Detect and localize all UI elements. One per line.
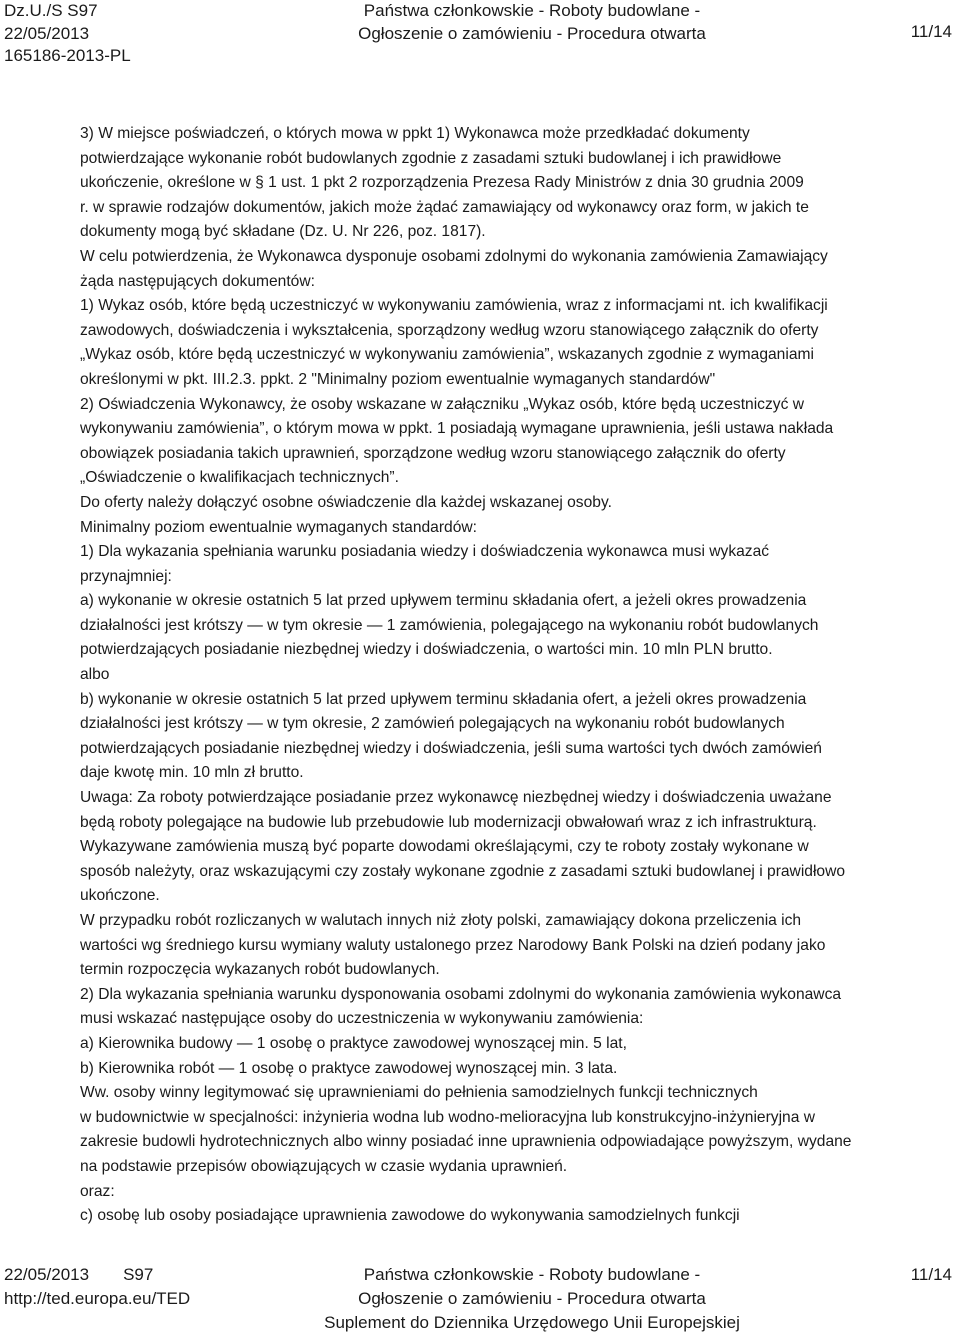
body-text-line: będą roboty polegające na budowie lub przebudowie lub modernizacji obwałowań wraz z ich infrastrukturą.	[80, 813, 817, 831]
body-text-line: na podstawie przepisów obowiązujących w czasie wydania uprawnień.	[80, 1157, 568, 1175]
body-text-line: a) Kierownika budowy — 1 osobę o praktyce zawodowej wynoszącej min. 5 lat,	[80, 1034, 627, 1052]
body-text-line: Do oferty należy dołączyć osobne oświadczenie dla każdej wskazanej osoby.	[80, 493, 612, 511]
footer-date: 22/05/2013	[4, 1265, 90, 1284]
body-text-line: potwierdzające wykonanie robót budowlanych zgodnie z zasadami sztuki budowlanej i ich prawidłowe	[80, 149, 782, 167]
footer-page-number: 11/14	[910, 1265, 952, 1284]
body-text-line: W celu potwierdzenia, że Wykonawca dysponuje osobami zdolnymi do wykonania zamówienia Zamawiający	[80, 247, 828, 265]
body-text-line: b) wykonanie w okresie ostatnich 5 lat przed upływem terminu składania ofert, a jeżeli okres prowadzenia	[80, 690, 807, 708]
body-text-line: działalności jest krótszy — w tym okresie — 1 zamówienia, polegającego na wykonaniu robót budowlanych	[80, 616, 819, 634]
footer-series: S97	[123, 1265, 154, 1284]
header-center	[352, 0, 712, 45]
body-text-line: „Wykaz osób, które będą uczestniczyć w wykonywaniu zamówienia”, wskazanych zgodnie z wymaganiami	[80, 346, 814, 364]
header-date: 22/05/2013	[4, 23, 90, 43]
body-text-line: termin rozpoczęcia wykazanych robót budowlanych.	[80, 961, 440, 979]
body-text-line: wartości wg średniego kursu wymiany waluty ustalonego przez Narodowy Bank Polski na dzień podany jako	[80, 936, 826, 954]
body-text-line: Minimalny poziom ewentualnie wymaganych standardów:	[80, 518, 477, 536]
body-text-line: a) wykonanie w okresie ostatnich 5 lat przed upływem terminu składania ofert, a jeżeli okres prowadzenia	[80, 592, 807, 610]
body-text-line: 2) Dla wykazania spełniania warunku dysponowania osobami zdolnymi do wykonania zamówienia wykonawca	[80, 985, 842, 1003]
footer-left	[4, 1263, 190, 1311]
body-text-line: obowiązek posiadania takich uprawnień, sporządzone według wzoru stanowiącego załącznik do oferty	[80, 444, 786, 462]
body-text-line: dokumenty mogą być składane (Dz. U. Nr 226, poz. 1817).	[80, 223, 486, 241]
body-text-line: daje kwotę min. 10 mln zł brutto.	[80, 764, 304, 782]
body-text-line: W przypadku robót rozliczanych w walutach innych niż złoty polski, zamawiający dokona przeliczenia ich	[80, 912, 802, 929]
footer-url: http://ted.europa.eu/TED	[4, 1289, 191, 1308]
body-text-line: wykonywaniu zamówienia”, o którym mowa w ppkt. 1 posiadają wymagane uprawnienia, jeśli ustawa nakłada	[80, 420, 834, 438]
footer-center	[312, 1263, 752, 1335]
body-text-line: Ww. osoby winny legitymować się uprawnieniami do pełnienia samodzielnych funkcji technicznych	[80, 1084, 758, 1102]
journal-reference: Dz.U./S S97	[4, 1, 98, 20]
body-text-line: b) Kierownika robót — 1 osobę o praktyce zawodowej wynoszącej min. 3 lata.	[80, 1059, 618, 1077]
body-text-line: 2) Oświadczenia Wykonawcy, że osoby wskazane w załączniku „Wykaz osób, które będą uczestniczyć w	[80, 395, 804, 413]
document-body	[80, 122, 950, 1229]
body-text-line: sposób należyty, oraz wskazującymi czy zostały wykonane zgodnie z zasadami sztuki budowlanej i prawidłowo	[80, 862, 846, 880]
body-text-line: potwierdzających posiadanie niezbędnej wiedzy i doświadczenia, jeśli suma wartości tych dwóch zamówień	[80, 739, 822, 757]
body-text-line: w budownictwie w specjalności: inżynieria wodna lub wodno-melioracyjna lub konstrukcyjno-inżynieryjna w	[80, 1108, 815, 1126]
body-text-line: c) osobę lub osoby posiadające uprawnienia zawodowe do wykonywania samodzielnych funkcji	[80, 1207, 740, 1225]
body-text-line: 3) W miejsce poświadczeń, o których mowa w ppkt 1) Wykonawca może przedkładać dokumenty	[80, 125, 750, 142]
header-page-number: 11/14	[910, 22, 952, 41]
footer-title-line2: Ogłoszenie o zamówieniu - Procedura otwarta	[358, 1289, 706, 1308]
body-text-line: przynajmniej:	[80, 567, 172, 585]
body-text-line: Wykazywane zamówienia muszą być poparte dowodami określającymi, czy te roboty zostały wykonane w	[80, 838, 809, 856]
body-text-line: żąda następujących dokumentów:	[80, 272, 315, 290]
body-text-line: albo	[80, 666, 110, 684]
body-text-line: oraz:	[80, 1182, 115, 1200]
body-text-line: potwierdzających posiadanie niezbędnej wiedzy i doświadczenia, o wartości min. 10 mln PLN brutto.	[80, 641, 773, 659]
page-header	[0, 0, 960, 65]
body-text-line: działalności jest krótszy — w tym okresie, 2 zamówień polegających na wykonaniu robót budowlanych	[80, 715, 785, 733]
body-text-line: ukończone.	[80, 887, 160, 905]
header-left	[4, 0, 131, 68]
footer-title-line1: Państwa członkowskie - Roboty budowlane -	[363, 1265, 701, 1284]
notice-number: 165186-2013-PL	[4, 46, 131, 65]
body-text-line: Uwaga: Za roboty potwierdzające posiadanie przez wykonawcę niezbędnej wiedzy i doświadczenia uważane	[80, 789, 832, 807]
header-title-line1: Państwa członkowskie - Roboty budowlane -	[363, 1, 701, 20]
body-text-line: zawodowych, doświadczenia i wykształcenia, sporządzony według wzoru stanowiącego załącznik do oferty	[80, 321, 819, 339]
body-text-line: „Oświadczenie o kwalifikacjach technicznych”.	[80, 469, 399, 487]
footer-title-line3: Suplement do Dziennika Urzędowego Unii Europejskiej	[324, 1313, 740, 1332]
body-text-line: zakresie budowli hydrotechnicznych albo winny posiadać inne uprawnienia odpowiadające powyższym, wydane	[80, 1133, 852, 1151]
body-text-line: określonymi w pkt. III.2.3. ppkt. 2 "Minimalny poziom ewentualnie wymaganych standardów"	[80, 370, 716, 388]
body-text-line: ukończenie, określone w § 1 ust. 1 pkt 2 rozporządzenia Prezesa Rady Ministrów z dnia 30 grudnia 2009	[80, 174, 804, 192]
header-title-line2: Ogłoszenie o zamówieniu - Procedura otwarta	[358, 23, 706, 43]
body-text-line: 1) Wykaz osób, które będą uczestniczyć w wykonywaniu zamówienia, wraz z informacjami nt. ich kwalifikacji	[80, 297, 828, 315]
body-text-line: 1) Dla wykazania spełniania warunku posiadania wiedzy i doświadczenia wykonawca musi wykazać	[80, 543, 770, 561]
body-text-line: musi wskazać następujące osoby do uczestniczenia w wykonywaniu zamówienia:	[80, 1010, 644, 1028]
page-footer	[0, 1263, 960, 1334]
body-text-line: r. w sprawie rodzajów dokumentów, jakich może żądać zamawiający od wykonawcy oraz form, w jakich te	[80, 198, 809, 216]
footer-date-row	[4, 1263, 190, 1287]
